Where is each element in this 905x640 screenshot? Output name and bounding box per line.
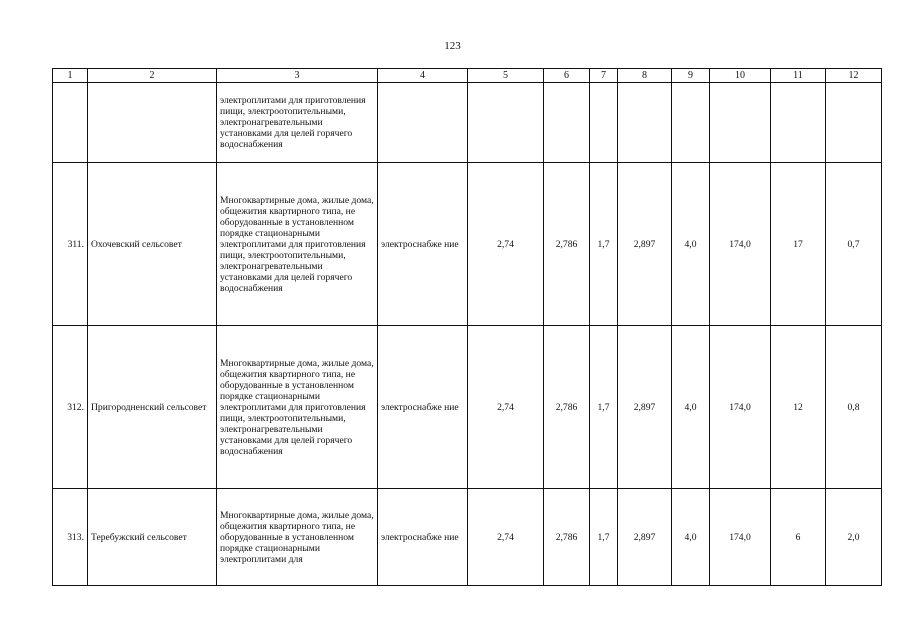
value-col-12: 0,7	[826, 163, 882, 326]
value-col-5: 2,74	[468, 163, 544, 326]
table-row	[53, 163, 882, 326]
table-row	[53, 83, 882, 163]
value-col-5: 2,74	[468, 489, 544, 586]
service-type	[378, 83, 468, 163]
value-col-10: 174,0	[710, 326, 771, 489]
value-col-5	[468, 83, 544, 163]
value-col-10: 174,0	[710, 489, 771, 586]
col-header-7: 7	[590, 69, 618, 83]
value-col-9: 4,0	[672, 489, 710, 586]
municipality-name	[88, 83, 217, 163]
value-col-9: 4,0	[672, 163, 710, 326]
value-col-11: 6	[771, 489, 826, 586]
service-type: электроснабже ние	[378, 163, 468, 326]
value-col-8: 2,897	[618, 163, 672, 326]
housing-description: электроплитами для приготовления пищи, электроотопительными, электронагревательными установками для целей горячего водоснабжения	[217, 83, 378, 163]
housing-description: Многоквартирные дома, жилые дома, общежития квартирного типа, не оборудованные в установленном порядке стационарными электроплитами для приготовления пищи, электроотопительными, электронагревательными установками для целей горячего водоснабжения	[217, 163, 378, 326]
housing-description: Многоквартирные дома, жилые дома, общежития квартирного типа, не оборудованные в установленном порядке стационарными электроплитами для приготовления пищи, электроотопительными, электронагревательными установками для целей горячего водоснабжения	[217, 326, 378, 489]
value-col-9	[672, 83, 710, 163]
row-number: 312.	[53, 326, 88, 489]
value-col-10: 174,0	[710, 163, 771, 326]
municipality-name: Пригородненский сельсовет	[88, 326, 217, 489]
table-header-row	[53, 69, 882, 83]
value-col-10	[710, 83, 771, 163]
page-number: 123	[444, 40, 461, 52]
value-col-11: 12	[771, 326, 826, 489]
value-col-8	[618, 83, 672, 163]
service-type: электроснабже ние	[378, 489, 468, 586]
col-header-11: 11	[771, 69, 826, 83]
value-col-6	[544, 83, 590, 163]
value-col-11	[771, 83, 826, 163]
value-col-6: 2,786	[544, 489, 590, 586]
housing-description: Многоквартирные дома, жилые дома, общежития квартирного типа, не оборудованные в установленном порядке стационарными электроплитами для	[217, 489, 378, 586]
tariff-table	[52, 68, 882, 586]
table-row	[53, 489, 882, 586]
row-number	[53, 83, 88, 163]
col-header-1: 1	[53, 69, 88, 83]
value-col-12: 2,0	[826, 489, 882, 586]
col-header-4: 4	[378, 69, 468, 83]
service-type: электроснабже ние	[378, 326, 468, 489]
municipality-name: Теребужский сельсовет	[88, 489, 217, 586]
col-header-5: 5	[468, 69, 544, 83]
value-col-11: 17	[771, 163, 826, 326]
value-col-5: 2,74	[468, 326, 544, 489]
col-header-8: 8	[618, 69, 672, 83]
value-col-7: 1,7	[590, 326, 618, 489]
value-col-7: 1,7	[590, 163, 618, 326]
value-col-7: 1,7	[590, 489, 618, 586]
table-row	[53, 326, 882, 489]
col-header-9: 9	[672, 69, 710, 83]
municipality-name: Охочевский сельсовет	[88, 163, 217, 326]
value-col-8: 2,897	[618, 326, 672, 489]
value-col-12	[826, 83, 882, 163]
value-col-12: 0,8	[826, 326, 882, 489]
value-col-8: 2,897	[618, 489, 672, 586]
row-number: 311.	[53, 163, 88, 326]
col-header-10: 10	[710, 69, 771, 83]
col-header-2: 2	[88, 69, 217, 83]
col-header-6: 6	[544, 69, 590, 83]
row-number: 313.	[53, 489, 88, 586]
col-header-3: 3	[217, 69, 378, 83]
value-col-6: 2,786	[544, 326, 590, 489]
value-col-6: 2,786	[544, 163, 590, 326]
value-col-9: 4,0	[672, 326, 710, 489]
value-col-7	[590, 83, 618, 163]
col-header-12: 12	[826, 69, 882, 83]
